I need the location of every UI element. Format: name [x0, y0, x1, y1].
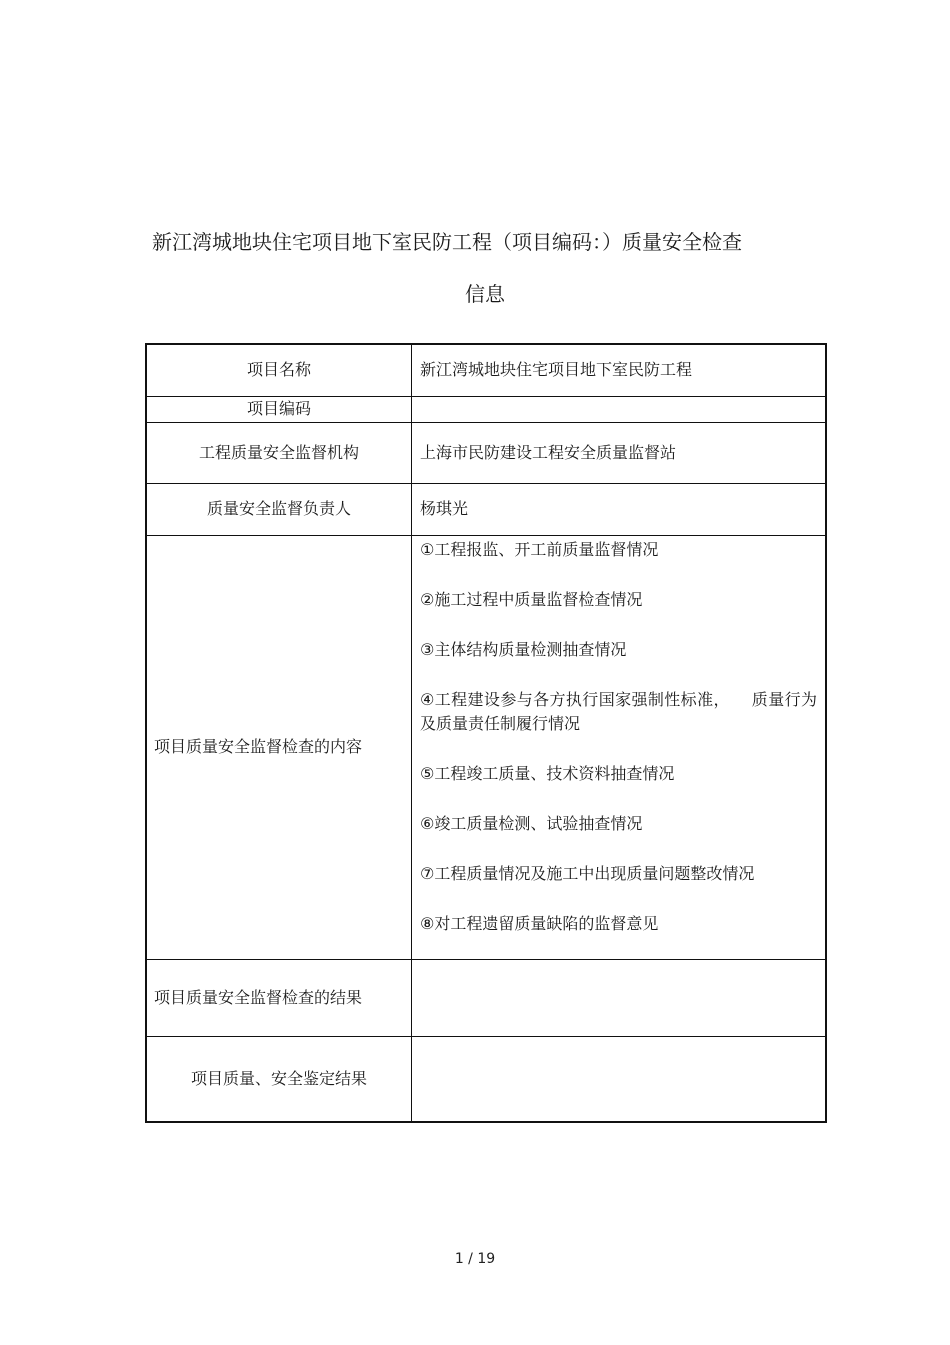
content-list	[420, 538, 817, 936]
row-value	[412, 959, 827, 1036]
row-value: 上海市民防建设工程安全质量监督站	[412, 422, 827, 483]
list-item: ⑧对工程遗留质量缺陷的监督意见	[420, 913, 659, 933]
row-label: 项目名称	[146, 344, 412, 396]
content-list-cell	[412, 535, 827, 959]
document-title-line-1: 新江湾城地块住宅项目地下室民防工程（项目编码：）质量安全检查	[152, 230, 742, 254]
list-item: ④工程建设参与各方执行国家强制性标准， 质量行为及质量责任制履行情况	[420, 689, 817, 733]
table-row	[146, 422, 826, 483]
row-value: 杨琪光	[412, 483, 827, 535]
table-row	[146, 535, 826, 959]
list-item: ⑦工程质量情况及施工中出现质量问题整改情况	[420, 863, 755, 883]
row-value	[412, 1036, 827, 1122]
row-label: 工程质量安全监督机构	[146, 422, 412, 483]
table-row	[146, 959, 826, 1036]
row-label: 项目质量安全监督检查的结果	[146, 959, 412, 1036]
document-title-line-2: 信息	[465, 282, 505, 306]
list-item: ①工程报监、开工前质量监督情况	[420, 539, 659, 559]
table-row	[146, 483, 826, 535]
inspection-info-table	[145, 343, 827, 1123]
table-row	[146, 1036, 826, 1122]
row-value	[412, 396, 827, 422]
row-label: 项目编码	[146, 396, 412, 422]
row-label: 项目质量安全监督检查的内容	[146, 535, 412, 959]
list-item: ⑥竣工质量检测、试验抽查情况	[420, 813, 643, 833]
list-item: ③主体结构质量检测抽查情况	[420, 639, 627, 659]
table-row	[146, 344, 826, 396]
page-number: 1 / 19	[454, 1251, 496, 1267]
list-item: ⑤工程竣工质量、技术资料抽查情况	[420, 763, 675, 783]
list-item: ②施工过程中质量监督检查情况	[420, 589, 643, 609]
row-label: 项目质量、安全鉴定结果	[146, 1036, 412, 1122]
row-value: 新江湾城地块住宅项目地下室民防工程	[412, 344, 827, 396]
table-row	[146, 396, 826, 422]
row-label: 质量安全监督负责人	[146, 483, 412, 535]
